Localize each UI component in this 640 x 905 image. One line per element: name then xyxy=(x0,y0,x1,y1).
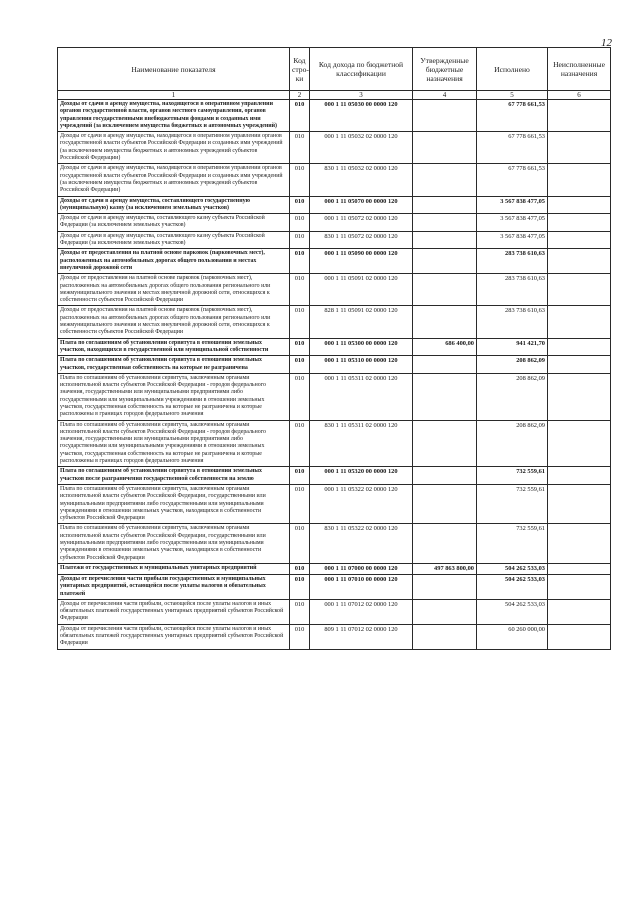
row-kbk: 000 1 11 05091 02 0000 120 xyxy=(310,274,413,306)
row-executed: 504 262 533,03 xyxy=(477,563,548,574)
row-name: Доходы от сдачи в аренду имущества, находящегося в оперативном управлении органов государственной власти субъектов Российской Федерации и созданных ими учреждений (за исключением имущества бюджетных и автономных учреждений субъектов Российской Федерации) xyxy=(58,164,290,196)
row-approved xyxy=(413,231,477,249)
row-kbk: 000 1 11 05072 02 0000 120 xyxy=(310,214,413,232)
table-row xyxy=(58,574,611,599)
row-unexecuted xyxy=(548,214,611,232)
row-unexecuted xyxy=(548,373,611,420)
row-executed: 3 567 838 477,05 xyxy=(477,196,548,214)
table-row xyxy=(58,196,611,214)
row-approved xyxy=(413,420,477,467)
row-unexecuted xyxy=(548,100,611,132)
row-code: 010 xyxy=(290,100,310,132)
page-number: 12 xyxy=(601,37,612,49)
table-row xyxy=(58,599,611,624)
table-row xyxy=(58,231,611,249)
row-name: Доходы от предоставления на платной основе парковок (парковочных мест), расположенных на автомобильных дорогах общего пользования регионального или межмуниципального значения и местах внеуличной дорожной сети, относящихся к собственности субъектов Российской Федерации xyxy=(58,306,290,338)
row-approved xyxy=(413,574,477,599)
row-code: 010 xyxy=(290,574,310,599)
row-unexecuted xyxy=(548,624,611,649)
row-executed: 208 862,09 xyxy=(477,420,548,467)
row-kbk: 830 1 11 05032 02 0000 120 xyxy=(310,164,413,196)
row-kbk: 830 1 11 05072 02 0000 120 xyxy=(310,231,413,249)
row-approved xyxy=(413,356,477,374)
row-name: Доходы от сдачи в аренду имущества, составляющего казну субъекта Российской Федерации (за исключением земельных участков) xyxy=(58,214,290,232)
row-executed: 732 559,61 xyxy=(477,467,548,485)
row-name: Доходы от предоставления на платной основе парковок (парковочных мест), расположенных на автомобильных дорогах общего пользования и местах внеуличной дорожной сети xyxy=(58,249,290,274)
row-kbk: 000 1 11 07012 02 0000 120 xyxy=(310,599,413,624)
row-unexecuted xyxy=(548,356,611,374)
row-kbk: 000 1 11 05090 00 0000 120 xyxy=(310,249,413,274)
header-name: Наименование показателя xyxy=(58,48,290,91)
row-approved: 686 400,00 xyxy=(413,338,477,356)
row-executed: 504 262 533,03 xyxy=(477,599,548,624)
row-name: Доходы от сдачи в аренду имущества, составляющего казну субъекта Российской Федерации (за исключением земельных участков) xyxy=(58,231,290,249)
row-unexecuted xyxy=(548,132,611,164)
row-approved xyxy=(413,306,477,338)
row-approved xyxy=(413,467,477,485)
table-row xyxy=(58,624,611,649)
row-code: 010 xyxy=(290,563,310,574)
table-header-row xyxy=(58,48,611,91)
column-number: 4 xyxy=(413,91,477,100)
table-row xyxy=(58,356,611,374)
row-kbk: 000 1 11 05030 00 0000 120 xyxy=(310,100,413,132)
table-row xyxy=(58,214,611,232)
row-name: Доходы от перечисления части прибыли государственных и муниципальных унитарных предприятий, остающейся после уплаты налогов и обязательных платежей xyxy=(58,574,290,599)
row-approved xyxy=(413,214,477,232)
row-name: Плата по соглашениям об установлении сервитута, заключенным органами исполнительной власти субъектов Российской Федерации, государственными или муниципальными предприятиями либо государственными или муниципальными учреждениями в отношении земельных участков, находящихся в собственности субъектов Российской Федерации xyxy=(58,484,290,523)
row-unexecuted xyxy=(548,420,611,467)
row-approved xyxy=(413,274,477,306)
column-number: 3 xyxy=(310,91,413,100)
row-code: 010 xyxy=(290,132,310,164)
row-unexecuted xyxy=(548,164,611,196)
row-unexecuted xyxy=(548,524,611,563)
row-name: Плата по соглашениям об установлении сервитута, заключенным органами исполнительной власти субъектов Российской Федерации, государственными или муниципальными предприятиями либо государственными или муниципальными учреждениями в отношении земельных участков, находящихся в собственности субъектов Российской Федерации xyxy=(58,524,290,563)
header-executed: Исполнено xyxy=(477,48,548,91)
table-row xyxy=(58,563,611,574)
column-number: 2 xyxy=(290,91,310,100)
row-approved: 497 863 800,00 xyxy=(413,563,477,574)
row-name: Доходы от предоставления на платной основе парковок (парковочных мест), расположенных на автомобильных дорогах общего пользования регионального или межмуниципального значения и местах внеуличной дорожной сети, относящихся к собственности субъектов Российской Федерации xyxy=(58,274,290,306)
row-executed: 283 738 610,63 xyxy=(477,274,548,306)
table-row xyxy=(58,524,611,563)
row-unexecuted xyxy=(548,231,611,249)
row-code: 010 xyxy=(290,599,310,624)
table-row xyxy=(58,306,611,338)
row-executed: 941 421,70 xyxy=(477,338,548,356)
row-code: 010 xyxy=(290,484,310,523)
column-number: 6 xyxy=(548,91,611,100)
row-code: 010 xyxy=(290,524,310,563)
row-code: 010 xyxy=(290,467,310,485)
header-unexecuted: Неисполненные назначения xyxy=(548,48,611,91)
row-executed: 3 567 838 477,05 xyxy=(477,214,548,232)
row-name: Доходы от сдачи в аренду имущества, находящегося в оперативном управлении органов государственной власти субъектов Российской Федерации и созданных ими учреждений (за исключением имущества бюджетных и автономных учреждений субъектов Российской Федерации) xyxy=(58,132,290,164)
row-executed: 67 778 661,53 xyxy=(477,164,548,196)
row-name: Плата по соглашениям об установлении сервитута в отношении земельных участков, государственная собственность на которые не разграничена xyxy=(58,356,290,374)
row-unexecuted xyxy=(548,484,611,523)
row-executed: 208 862,09 xyxy=(477,373,548,420)
row-code: 010 xyxy=(290,196,310,214)
row-approved xyxy=(413,599,477,624)
row-approved xyxy=(413,524,477,563)
row-approved xyxy=(413,484,477,523)
column-number-row xyxy=(58,91,611,100)
row-code: 010 xyxy=(290,420,310,467)
table-row xyxy=(58,132,611,164)
row-name: Плата по соглашениям об установлении сервитута, заключенным органами исполнительной власти субъектов Российской Федерации - городов федерального значения, государственными или муниципальными предприятиями либо государственными или муниципальными учреждениями в отношении земельных участков, государственная собственность на которые не разграничена и которые расположены в границах городов федерального значения xyxy=(58,373,290,420)
row-code: 010 xyxy=(290,214,310,232)
row-approved xyxy=(413,373,477,420)
row-approved xyxy=(413,164,477,196)
row-unexecuted xyxy=(548,599,611,624)
row-executed: 504 262 533,03 xyxy=(477,574,548,599)
row-kbk: 000 1 11 07000 00 0000 120 xyxy=(310,563,413,574)
row-name: Плата по соглашениям об установлении сервитута, заключенным органами исполнительной власти субъектов Российской Федерации - городов федерального значения, государственными или муниципальными предприятиями либо государственными или муниципальными учреждениями в отношении земельных участков, государственная собственность на которые не разграничена и которые расположены в границах городов федерального значения xyxy=(58,420,290,467)
row-kbk: 828 1 11 05091 02 0000 120 xyxy=(310,306,413,338)
row-name: Доходы от перечисления части прибыли, остающейся после уплаты налогов и иных обязательных платежей государственных унитарных предприятий субъектов Российской Федерации xyxy=(58,624,290,649)
row-code: 010 xyxy=(290,231,310,249)
column-number: 1 xyxy=(58,91,290,100)
row-unexecuted xyxy=(548,274,611,306)
row-approved xyxy=(413,132,477,164)
row-code: 010 xyxy=(290,624,310,649)
row-name: Платежи от государственных и муниципальных унитарных предприятий xyxy=(58,563,290,574)
row-kbk: 830 1 11 05322 02 0000 120 xyxy=(310,524,413,563)
row-executed: 732 559,61 xyxy=(477,484,548,523)
row-code: 010 xyxy=(290,306,310,338)
table-row xyxy=(58,484,611,523)
row-unexecuted xyxy=(548,249,611,274)
row-name: Доходы от перечисления части прибыли, остающейся после уплаты налогов и иных обязательных платежей государственных унитарных предприятий субъектов Российской Федерации xyxy=(58,599,290,624)
row-kbk: 000 1 11 05070 00 0000 120 xyxy=(310,196,413,214)
row-code: 010 xyxy=(290,164,310,196)
row-executed: 67 778 661,53 xyxy=(477,100,548,132)
row-code: 010 xyxy=(290,338,310,356)
table-row xyxy=(58,164,611,196)
revenue-report-table xyxy=(57,47,611,650)
row-unexecuted xyxy=(548,467,611,485)
row-unexecuted xyxy=(548,196,611,214)
row-kbk: 000 1 11 05300 00 0000 120 xyxy=(310,338,413,356)
row-approved xyxy=(413,624,477,649)
row-executed: 60 260 000,00 xyxy=(477,624,548,649)
row-approved xyxy=(413,100,477,132)
header-code: Код стро-ки xyxy=(290,48,310,91)
table-row xyxy=(58,100,611,132)
row-kbk: 000 1 11 05032 02 0000 120 xyxy=(310,132,413,164)
table-row xyxy=(58,467,611,485)
row-executed: 3 567 838 477,05 xyxy=(477,231,548,249)
row-kbk: 000 1 11 07010 00 0000 120 xyxy=(310,574,413,599)
row-unexecuted xyxy=(548,563,611,574)
row-code: 010 xyxy=(290,356,310,374)
row-executed: 732 559,61 xyxy=(477,524,548,563)
table-row xyxy=(58,420,611,467)
row-name: Плата по соглашениям об установлении сервитута в отношении земельных участков после разграничения государственной собственности на землю xyxy=(58,467,290,485)
table-row xyxy=(58,249,611,274)
row-executed: 67 778 661,53 xyxy=(477,132,548,164)
table-row xyxy=(58,338,611,356)
table-row xyxy=(58,373,611,420)
table-row xyxy=(58,274,611,306)
row-name: Плата по соглашениям об установлении сервитута в отношении земельных участков, находящихся в государственной или муниципальной собственности xyxy=(58,338,290,356)
header-approved: Утвержденные бюджетные назначения xyxy=(413,48,477,91)
row-kbk: 000 1 11 05311 02 0000 120 xyxy=(310,373,413,420)
row-kbk: 000 1 11 05310 00 0000 120 xyxy=(310,356,413,374)
column-number: 5 xyxy=(477,91,548,100)
row-unexecuted xyxy=(548,574,611,599)
row-code: 010 xyxy=(290,373,310,420)
header-kbk: Код дохода по бюджетной классификации xyxy=(310,48,413,91)
row-approved xyxy=(413,249,477,274)
row-executed: 208 862,09 xyxy=(477,356,548,374)
row-code: 010 xyxy=(290,249,310,274)
row-code: 010 xyxy=(290,274,310,306)
row-kbk: 000 1 11 05322 02 0000 120 xyxy=(310,484,413,523)
row-kbk: 830 1 11 05311 02 0000 120 xyxy=(310,420,413,467)
row-executed: 283 738 610,63 xyxy=(477,306,548,338)
row-unexecuted xyxy=(548,338,611,356)
row-kbk: 000 1 11 05320 00 0000 120 xyxy=(310,467,413,485)
row-name: Доходы от сдачи в аренду имущества, находящегося в оперативном управлении органов государственной власти, органов местного самоуправления, органов управления государственными внебюджетными фондами и созданных ими учреждений (за исключением имущества бюджетных и автономных учреждений) xyxy=(58,100,290,132)
row-unexecuted xyxy=(548,306,611,338)
row-name: Доходы от сдачи в аренду имущества, составляющего государственную (муниципальную) казну (за исключением земельных участков) xyxy=(58,196,290,214)
row-kbk: 809 1 11 07012 02 0000 120 xyxy=(310,624,413,649)
row-executed: 283 738 610,63 xyxy=(477,249,548,274)
row-approved xyxy=(413,196,477,214)
